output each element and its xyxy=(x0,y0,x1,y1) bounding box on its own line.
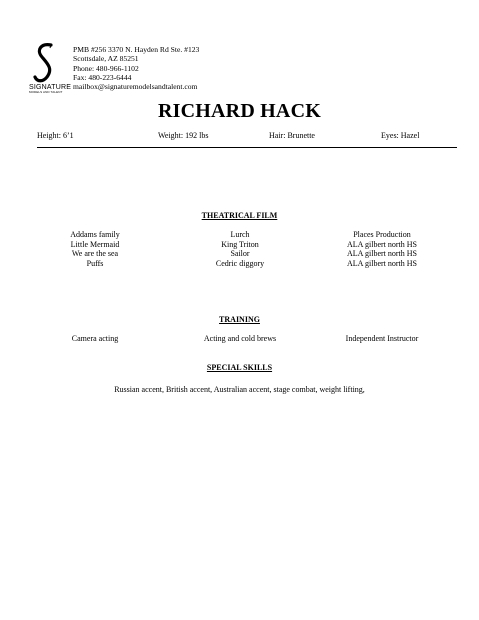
credit-production: Addams family xyxy=(70,230,120,239)
stat-weight: Weight: 192 lbs xyxy=(158,131,209,140)
agency-phone: Phone: 480-966-1102 xyxy=(73,63,139,73)
logo-wordmark: SIGNATURE xyxy=(29,84,72,91)
section-title-theatrical-film: THEATRICAL FILM xyxy=(201,211,278,220)
credits-company-column xyxy=(332,230,432,269)
credits-role-column xyxy=(190,230,290,269)
agency-address-line2: Scottsdale, AZ 85251 xyxy=(73,54,139,64)
credits-production-column xyxy=(45,230,145,269)
training-instructor: Independent Instructor xyxy=(345,334,419,343)
credit-role: Lurch xyxy=(230,230,250,239)
stat-eyes: Eyes: Hazel xyxy=(381,131,420,140)
agency-email: mailbox@signaturemodelsandtalent.com xyxy=(73,82,198,92)
section-title-special-skills: SPECIAL SKILLS xyxy=(206,363,273,372)
credit-company: ALA gilbert north HS xyxy=(347,239,417,249)
credit-company: ALA gilbert north HS xyxy=(347,259,417,269)
agency-contact-block xyxy=(73,45,199,91)
credit-role: Cedric diggory xyxy=(215,259,265,269)
header-divider xyxy=(37,147,457,148)
talent-name: RICHARD HACK xyxy=(158,100,321,122)
section-title-training: TRAINING xyxy=(219,315,260,324)
agency-fax: Fax: 480-223-6444 xyxy=(73,72,132,82)
training-course: Camera acting xyxy=(71,334,119,343)
credit-company: ALA gilbert north HS xyxy=(347,249,417,259)
training-detail: Acting and cold brews xyxy=(203,334,277,343)
credit-production: Puffs xyxy=(86,259,104,269)
credit-company: Places Production xyxy=(353,230,411,239)
credit-production: Little Mermaid xyxy=(70,239,120,249)
special-skills-text: Russian accent, British accent, Australian accent, stage combat, weight lifting, xyxy=(114,385,365,394)
credit-production: We are the sea xyxy=(71,249,119,259)
credit-role: Sailor xyxy=(230,249,250,259)
stat-height: Height: 6’1 xyxy=(37,131,74,140)
stat-hair: Hair: Brunette xyxy=(269,131,315,140)
logo-tagline: MODELS AND TALENT xyxy=(29,90,63,94)
credit-role: King Triton xyxy=(221,239,259,249)
agency-address-line1: PMB #256 3370 N. Hayden Rd Ste. #123 xyxy=(73,45,200,54)
